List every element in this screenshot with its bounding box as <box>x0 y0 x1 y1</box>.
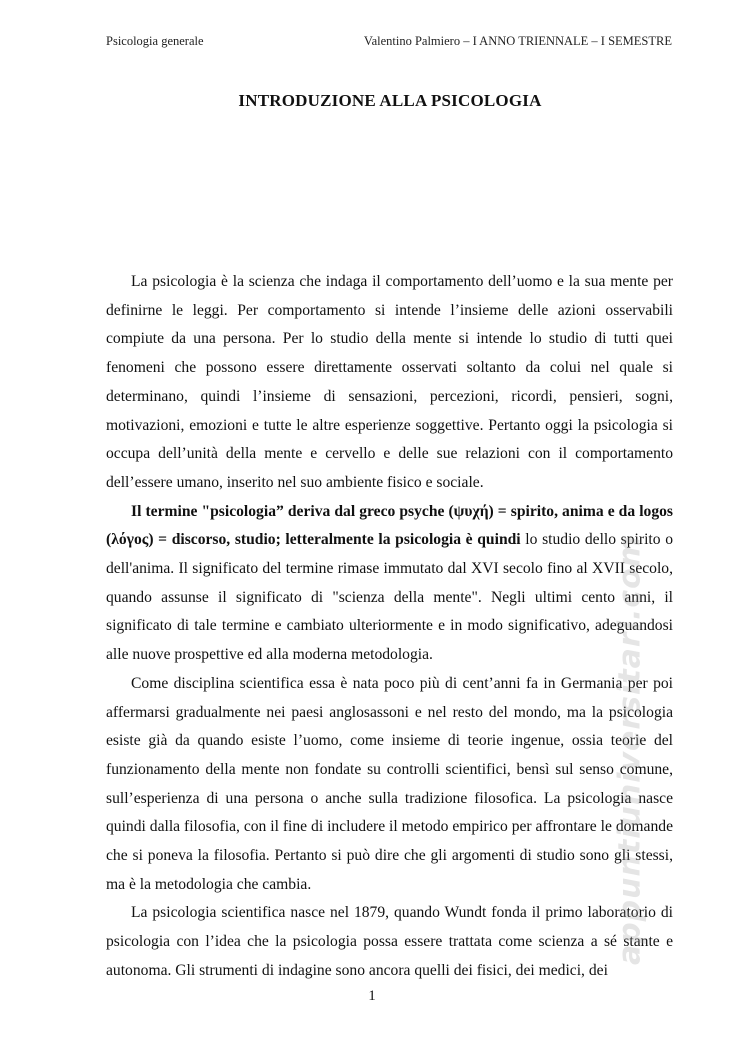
running-header <box>106 34 672 49</box>
paragraph-2-rest: lo studio dello spirito o dell'anima. Il significato del termine rimase immutato dal XVI secolo fino al XVII secolo, quando assunse il significato di "scienza della mente". Negli ultimi cento anni, il significato di tale termine e cambiato ulteriormente e in modo significativo, adeguandosi alle nuove prospettive ed alla moderna metodologia. <box>106 531 673 664</box>
watermark-text: appuntiuniversitari.com <box>612 534 648 966</box>
document-body <box>106 268 673 986</box>
page-number: 1 <box>368 988 376 1004</box>
paragraph-4: La psicologia scientifica nasce nel 1879, quando Wundt fonda il primo laboratorio di psicologia con l’idea che la psicologia possa essere trattata come scienza a sé stante e autonoma. Gli strumenti di indagine sono ancora quelli dei fisici, dei medici, dei <box>106 904 673 979</box>
paragraph-2-bold: Il termine "psicologia” deriva dal greco psyche (ψυχή) = spirito, anima e da logos (λόγος) = discorso, studio; letteralmente la psicologia è quindi <box>106 502 673 549</box>
paragraph-3: Come disciplina scientifica essa è nata poco più di cent’anni fa in Germania per poi affermarsi gradualmente nei paesi anglosassoni e nel resto del mondo, ma la psicologia esiste già da quando esiste l’uomo, come insieme di teorie ingenue, ossia teorie del funzionamento della mente non fondate su controlli scientifici, bensì sul senso comune, sull’esperienza di una persona o anche sulla tradizione filosofica. La psicologia nasce quindi dalla filosofia, con il fine di includere il metodo empirico per affrontare le domande che si poneva la filosofia. Pertanto si può dire che gli argomenti di studio sono gli stessi, ma è la metodologia che cambia. <box>106 674 673 893</box>
paragraph-2 <box>106 498 673 670</box>
paragraph-1: La psicologia è la scienza che indaga il comportamento dell’uomo e la sua mente per definirne le leggi. Per comportamento si intende l’insieme delle azioni osservabili compiute da una persona. Per lo studio della mente si intende lo studio di tutti quei fenomeni che possono essere direttamente osservati soltanto da colui nel quale si determinano, quindi l’insieme di sensazioni, percezioni, ricordi, pensieri, sogni, motivazioni, emozioni e tutte le altre esperienze soggettive. Pertanto oggi la psicologia si occupa dell’unità della mente e cervello e delle sue relazioni con il comportamento dell’essere umano, inserito nel suo ambiente fisico e sociale. <box>106 273 673 491</box>
header-course: Psicologia generale <box>106 34 204 48</box>
document-title: INTRODUZIONE ALLA PSICOLOGIA <box>238 91 542 110</box>
header-author: Valentino Palmiero – I ANNO TRIENNALE – I SEMESTRE <box>363 34 672 48</box>
